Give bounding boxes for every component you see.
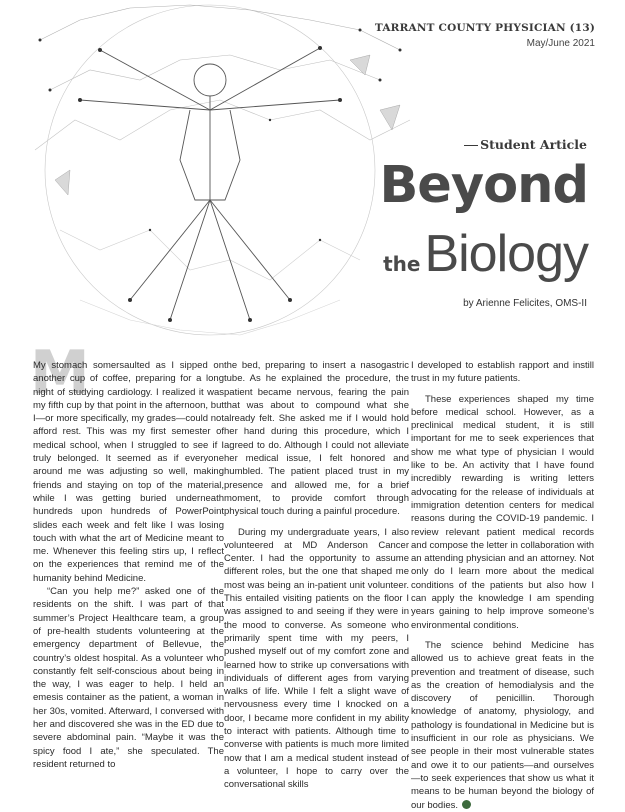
article-title-the: the [383, 252, 421, 276]
section-rule [464, 145, 478, 146]
end-mark-icon [462, 800, 471, 809]
paragraph: I developed to establish rapport and instill trust in my future patients. [411, 360, 594, 385]
article-column-2 [224, 359, 409, 792]
article-column-3 [411, 359, 594, 812]
drop-cap: M [30, 338, 90, 408]
vitruvian-man-illustration [20, 0, 420, 345]
paragraph: My stomach somersaulted as I sipped on another cup of coffee, preparing for a long night of studying cardiology. I realized it was my fifth cup by that point in the afternoon, but I—or more specifically, my grades—could not afford rest. This was my first semester of medical school, when I struggled to see if I truly belonged. It seemed as if everyone around me was adjusting so well, making friends and staying on top of the material, while I was getting buried underneath hundreds upon hundreds of PowerPoint slides each week and felt like I was losing touch with what the art of Medicine meant to me. Whenever this feeling stirs up, I reflect on the experiences that remind me of the humanity behind Medicine. [33, 360, 224, 584]
paragraph: “Can you help me?” asked one of the residents on the shift. I was part of that summer’s Project Healthcare team, a group of pre-health students volunteering at the emergency department of Bellevue, the country’s oldest hospital. As a volunteer who constantly felt self-conscious about being in the way, I was eager to help. I held an emesis container as the patient, a woman in her 30s, vomited. Afterward, I conversed with her and discovered she was in the ED due to severe abdominal pain. “Maybe it was the spicy food I ate,” she speculated. The resident returned to [33, 586, 224, 770]
issue-date: May/June 2021 [526, 38, 595, 49]
article-title-line2 [383, 225, 588, 283]
paragraph: the bed, preparing to insert a nasogastric tube. As he explained the procedure, the patient became nervous, fearing the pain that was about to compound what she already felt. She asked me if I would hold her hand during this procedure, which I agreed to do. Although I could not alleviate her medical issue, I felt honored and humbled. The patient placed trust in my presence and allowed me, for a brief moment, to provide comfort through physical touch during a painful procedure. [224, 360, 409, 518]
article-column-1 [33, 359, 224, 771]
section-label-text: Student Article [480, 137, 587, 152]
masthead [375, 22, 595, 49]
paragraph: During my undergraduate years, I also volunteered at MD Anderson Cancer Center. I had the opportunity to assume different roles, but the one that shaped me most was being an in-patient unit volunteer. This entailed visiting patients on the floor I was assigned to and seeing if they were in the mood to converse. As someone who primarily spent time with my peers, I pushed myself out of my comfort zone and learned how to strike up conversations with individuals of different ages from varying walks of life. While I felt a slight wave of nervousness every time I knocked on a door, I became more confident in my ability to interact with patients. Although time to converse with patients is much more limited now that I am a medical student instead of a volunteer, I hope to carry over the conversational skills [224, 526, 409, 791]
paragraph-final [411, 639, 594, 812]
section-label [464, 137, 587, 152]
byline: by Arienne Felicites, OMS-II [463, 298, 587, 309]
article-title-line1: Beyond [379, 156, 588, 215]
paragraph: These experiences shaped my time before medical school. However, as a preclinical medical student, it is still important for me to seek experiences that show me what type of physician I would like to be. An activity that I have found incredibly rewarding is writing letters advocating for the release of individuals at immigration detention centers for medical reasons during the COVID-19 pandemic. I review relevant patient medical records and compose the letter in collaboration with an attending physician and an attorney. Not only do I learn more about the medical conditions of the patients but also how I can apply the knowledge I am spending years gaining to help improve someone’s environmental conditions. [411, 393, 594, 631]
publication-name: TARRANT COUNTY PHYSICIAN (13) [374, 22, 595, 34]
article-title-biology: Biology [424, 225, 588, 283]
paragraph-text: The science behind Medicine has allowed us to achieve great feats in the prevention and treatment of disease, such as the creation of hemodialysis and the discovery of penicillin. Thorough knowledge of anatomy, physiology, and pathology is foundational in Medicine but is insufficient in our role as physicians. We see people in their most vulnerable states and owe it to our patients—and ourselves—to seek experiences that show us what it means to be human beyond the biology of our bodies. [411, 639, 594, 811]
